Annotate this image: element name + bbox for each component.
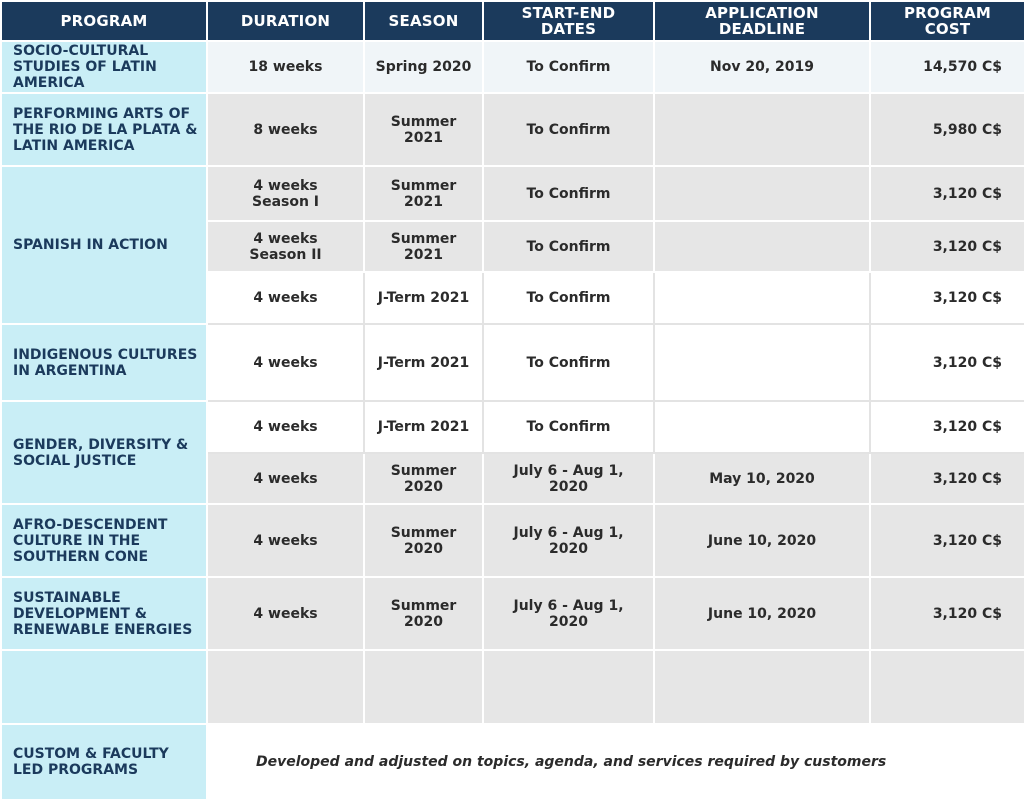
- header-deadline: APPLICATION DEADLINE: [654, 1, 870, 41]
- duration-value: 4 weeks: [253, 177, 318, 194]
- duration-cell: 18 weeks: [207, 41, 364, 93]
- program-name-empty: [1, 650, 207, 724]
- dates-cell: To Confirm: [483, 272, 654, 324]
- duration-value: 4 weeks: [253, 230, 318, 247]
- cost-cell: 3,120 C$: [870, 272, 1024, 324]
- duration-cell: 4 weeks: [207, 577, 364, 650]
- deadline-cell: [654, 221, 870, 272]
- cost-cell: 3,120 C$: [870, 221, 1024, 272]
- duration-cell: 4 weeks: [207, 272, 364, 324]
- table-row: [1, 41, 1024, 93]
- deadline-cell: [654, 401, 870, 453]
- dates-cell: To Confirm: [483, 41, 654, 93]
- season-cell: Summer 2020: [364, 504, 483, 577]
- header-cost: PROGRAM COST: [870, 1, 1024, 41]
- dates-cell: July 6 - Aug 1, 2020: [483, 453, 654, 504]
- cost-cell: 3,120 C$: [870, 504, 1024, 577]
- cost-cell: 3,120 C$: [870, 453, 1024, 504]
- program-name: INDIGENOUS CULTURES IN ARGENTINA: [1, 324, 207, 401]
- dates-cell: To Confirm: [483, 221, 654, 272]
- table-row: [1, 93, 1024, 166]
- dates-cell: July 6 - Aug 1, 2020: [483, 577, 654, 650]
- deadline-cell: [654, 324, 870, 401]
- program-name: AFRO-DESCENDENT CULTURE IN THE SOUTHERN CONE: [1, 504, 207, 577]
- dates-cell: To Confirm: [483, 401, 654, 453]
- deadline-cell: May 10, 2020: [654, 453, 870, 504]
- season-cell: J-Term 2021: [364, 272, 483, 324]
- deadline-cell: June 10, 2020: [654, 504, 870, 577]
- cost-cell: 3,120 C$: [870, 401, 1024, 453]
- empty-row: [1, 650, 1024, 724]
- program-name: PERFORMING ARTS OF THE RIO DE LA PLATA & LATIN AMERICA: [1, 93, 207, 166]
- dates-cell: July 6 - Aug 1, 2020: [483, 504, 654, 577]
- table-row: [1, 504, 1024, 577]
- cost-cell: 5,980 C$: [870, 93, 1024, 166]
- custom-program-note: Developed and adjusted on topics, agenda, and services required by customers: [207, 724, 1024, 800]
- program-name: GENDER, DIVERSITY & SOCIAL JUSTICE: [1, 401, 207, 504]
- season-cell: Summer 2021: [364, 221, 483, 272]
- season-cell: Summer 2021: [364, 166, 483, 221]
- header-row: [1, 1, 1024, 41]
- duration-session: Season I: [251, 193, 320, 210]
- empty-cell: [207, 650, 364, 724]
- empty-cell: [654, 650, 870, 724]
- duration-cell: 4 weeks: [207, 504, 364, 577]
- deadline-cell: [654, 272, 870, 324]
- program-name: SUSTAINABLE DEVELOPMENT & RENEWABLE ENERGIES: [1, 577, 207, 650]
- table-row: [1, 577, 1024, 650]
- cost-cell: 3,120 C$: [870, 577, 1024, 650]
- dates-cell: To Confirm: [483, 166, 654, 221]
- empty-cell: [364, 650, 483, 724]
- header-season: SEASON: [364, 1, 483, 41]
- deadline-cell: [654, 93, 870, 166]
- program-name: SOCIO-CULTURAL STUDIES OF LATIN AMERICA: [1, 41, 207, 93]
- season-cell: Summer 2021: [364, 93, 483, 166]
- duration-session: Season II: [249, 246, 322, 263]
- table-row: [1, 324, 1024, 401]
- header-duration: DURATION: [207, 1, 364, 41]
- cost-cell: 14,570 C$: [870, 41, 1024, 93]
- deadline-cell: Nov 20, 2019: [654, 41, 870, 93]
- empty-cell: [870, 650, 1024, 724]
- duration-cell: [207, 221, 364, 272]
- header-program: PROGRAM: [1, 1, 207, 41]
- duration-cell: 4 weeks: [207, 324, 364, 401]
- cost-cell: 3,120 C$: [870, 324, 1024, 401]
- table-row: [1, 724, 1024, 800]
- dates-cell: To Confirm: [483, 324, 654, 401]
- empty-cell: [483, 650, 654, 724]
- season-cell: J-Term 2021: [364, 324, 483, 401]
- cost-cell: 3,120 C$: [870, 166, 1024, 221]
- deadline-cell: June 10, 2020: [654, 577, 870, 650]
- dates-cell: To Confirm: [483, 93, 654, 166]
- program-name: SPANISH IN ACTION: [1, 166, 207, 324]
- program-name: CUSTOM & FACULTY LED PROGRAMS: [1, 724, 207, 800]
- season-cell: Spring 2020: [364, 41, 483, 93]
- header-dates: START-END DATES: [483, 1, 654, 41]
- duration-cell: 8 weeks: [207, 93, 364, 166]
- season-cell: Summer 2020: [364, 577, 483, 650]
- deadline-cell: [654, 166, 870, 221]
- table-row: [1, 166, 1024, 221]
- duration-cell: 4 weeks: [207, 401, 364, 453]
- table-row: [1, 401, 1024, 453]
- duration-cell: 4 weeks: [207, 453, 364, 504]
- duration-cell: [207, 166, 364, 221]
- season-cell: Summer 2020: [364, 453, 483, 504]
- season-cell: J-Term 2021: [364, 401, 483, 453]
